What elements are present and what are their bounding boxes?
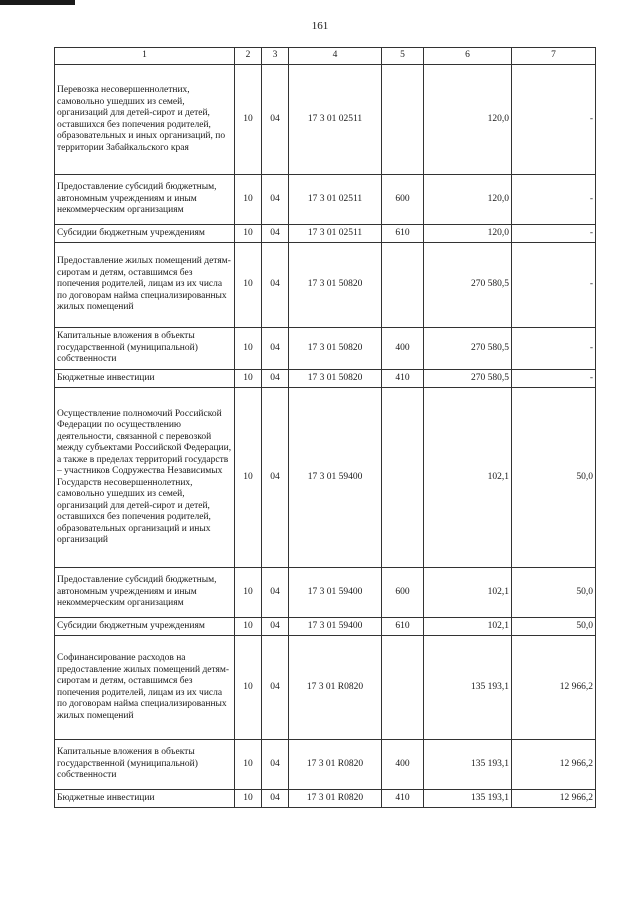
col2-cell: 10 — [235, 388, 262, 568]
code-cell: 17 3 01 02511 — [289, 225, 382, 243]
amount2-cell: - — [512, 243, 596, 328]
col3-cell: 04 — [262, 740, 289, 790]
col2-cell: 10 — [235, 568, 262, 618]
table-row — [55, 568, 596, 618]
col5-cell: 600 — [382, 175, 424, 225]
col5-cell: 410 — [382, 790, 424, 808]
col3-cell: 04 — [262, 243, 289, 328]
amount2-cell: 50,0 — [512, 568, 596, 618]
row-name-cell: Бюджетные инвестиции — [55, 790, 235, 808]
table-row — [55, 243, 596, 328]
amount2-cell: - — [512, 175, 596, 225]
col5-cell: 410 — [382, 370, 424, 388]
table-row — [55, 388, 596, 568]
page-number: 161 — [311, 20, 329, 32]
amount2-cell: - — [512, 328, 596, 370]
col3-cell: 04 — [262, 328, 289, 370]
col2-cell: 10 — [235, 740, 262, 790]
col5-cell — [382, 65, 424, 175]
col5-cell — [382, 636, 424, 740]
table-row — [55, 790, 596, 808]
col5-cell: 600 — [382, 568, 424, 618]
table-row — [55, 65, 596, 175]
code-cell: 17 3 01 50820 — [289, 370, 382, 388]
col5-cell: 610 — [382, 618, 424, 636]
col5-cell: 400 — [382, 328, 424, 370]
col5-cell — [382, 243, 424, 328]
col3-cell: 04 — [262, 370, 289, 388]
col2-cell: 10 — [235, 370, 262, 388]
header-cell: 4 — [289, 48, 382, 65]
col3-cell: 04 — [262, 175, 289, 225]
col2-cell: 10 — [235, 175, 262, 225]
budget-table — [54, 47, 596, 808]
col3-cell: 04 — [262, 225, 289, 243]
code-cell: 17 3 01 59400 — [289, 568, 382, 618]
header-cell: 2 — [235, 48, 262, 65]
col2-cell: 10 — [235, 65, 262, 175]
col5-cell: 400 — [382, 740, 424, 790]
amount-cell: 102,1 — [424, 618, 512, 636]
corner-scan-mark — [0, 0, 75, 5]
amount-cell: 120,0 — [424, 175, 512, 225]
code-cell: 17 3 01 50820 — [289, 243, 382, 328]
row-name-cell: Бюджетные инвестиции — [55, 370, 235, 388]
col5-cell — [382, 388, 424, 568]
header-cell: 7 — [512, 48, 596, 65]
col3-cell: 04 — [262, 65, 289, 175]
table-row — [55, 175, 596, 225]
table-row — [55, 618, 596, 636]
amount-cell: 135 193,1 — [424, 740, 512, 790]
code-cell: 17 3 01 R0820 — [289, 636, 382, 740]
code-cell: 17 3 01 50820 — [289, 328, 382, 370]
amount-cell: 102,1 — [424, 568, 512, 618]
row-name-cell: Предоставление субсидий бюджетным, автономным учреждениям и иным некоммерческим организациям — [55, 568, 235, 618]
col2-cell: 10 — [235, 618, 262, 636]
col3-cell: 04 — [262, 388, 289, 568]
code-cell: 17 3 01 R0820 — [289, 740, 382, 790]
col3-cell: 04 — [262, 618, 289, 636]
row-name-cell: Софинансирование расходов на предоставление жилых помещений детям-сиротам и детям, оставшимся без попечения родителей, лицам из их числа по договорам найма специализированных жилых помещений — [55, 636, 235, 740]
row-name-cell: Осуществление полномочий Российской Федерации по осуществлению деятельности, связанной с перевозкой между субъектами Российской Федерации, а также в пределах территорий государств – участников Содружества Независимых Государств несовершеннолетних, самовольно ушедших из семей, организаций для детей-сирот и детей, оставшихся без попечения родителей, образовательных организаций и иных организаций — [55, 388, 235, 568]
amount-cell: 102,1 — [424, 388, 512, 568]
table-row — [55, 370, 596, 388]
col3-cell: 04 — [262, 790, 289, 808]
amount-cell: 270 580,5 — [424, 370, 512, 388]
table-header-row — [55, 48, 596, 65]
col3-cell: 04 — [262, 568, 289, 618]
row-name-cell: Субсидии бюджетным учреждениям — [55, 225, 235, 243]
header-cell: 5 — [382, 48, 424, 65]
code-cell: 17 3 01 02511 — [289, 65, 382, 175]
row-name-cell: Капитальные вложения в объекты государственной (муниципальной) собственности — [55, 328, 235, 370]
row-name-cell: Капитальные вложения в объекты государственной (муниципальной) собственности — [55, 740, 235, 790]
table-row — [55, 740, 596, 790]
amount2-cell: 50,0 — [512, 618, 596, 636]
col2-cell: 10 — [235, 790, 262, 808]
row-name-cell: Перевозка несовершеннолетних, самовольно ушедших из семей, организаций для детей-сирот и детей, оставшихся без попечения родителей, образовательных и иных организаций, по территории Забайкальского края — [55, 65, 235, 175]
table-row — [55, 225, 596, 243]
table-row — [55, 636, 596, 740]
col3-cell: 04 — [262, 636, 289, 740]
amount2-cell: - — [512, 65, 596, 175]
amount2-cell: 50,0 — [512, 388, 596, 568]
col2-cell: 10 — [235, 328, 262, 370]
amount2-cell: 12 966,2 — [512, 636, 596, 740]
amount-cell: 120,0 — [424, 65, 512, 175]
code-cell: 17 3 01 59400 — [289, 618, 382, 636]
code-cell: 17 3 01 59400 — [289, 388, 382, 568]
amount2-cell: - — [512, 370, 596, 388]
amount2-cell: - — [512, 225, 596, 243]
amount2-cell: 12 966,2 — [512, 740, 596, 790]
row-name-cell: Субсидии бюджетным учреждениям — [55, 618, 235, 636]
amount-cell: 270 580,5 — [424, 328, 512, 370]
code-cell: 17 3 01 02511 — [289, 175, 382, 225]
col2-cell: 10 — [235, 225, 262, 243]
col2-cell: 10 — [235, 243, 262, 328]
header-cell: 6 — [424, 48, 512, 65]
code-cell: 17 3 01 R0820 — [289, 790, 382, 808]
header-cell: 1 — [55, 48, 235, 65]
col2-cell: 10 — [235, 636, 262, 740]
amount-cell: 120,0 — [424, 225, 512, 243]
amount-cell: 270 580,5 — [424, 243, 512, 328]
table-row — [55, 328, 596, 370]
amount-cell: 135 193,1 — [424, 790, 512, 808]
header-cell: 3 — [262, 48, 289, 65]
amount2-cell: 12 966,2 — [512, 790, 596, 808]
amount-cell: 135 193,1 — [424, 636, 512, 740]
col5-cell: 610 — [382, 225, 424, 243]
row-name-cell: Предоставление субсидий бюджетным, автономным учреждениям и иным некоммерческим организациям — [55, 175, 235, 225]
row-name-cell: Предоставление жилых помещений детям-сиротам и детям, оставшимся без попечения родителей, лицам из их числа по договорам найма специализированных жилых помещений — [55, 243, 235, 328]
